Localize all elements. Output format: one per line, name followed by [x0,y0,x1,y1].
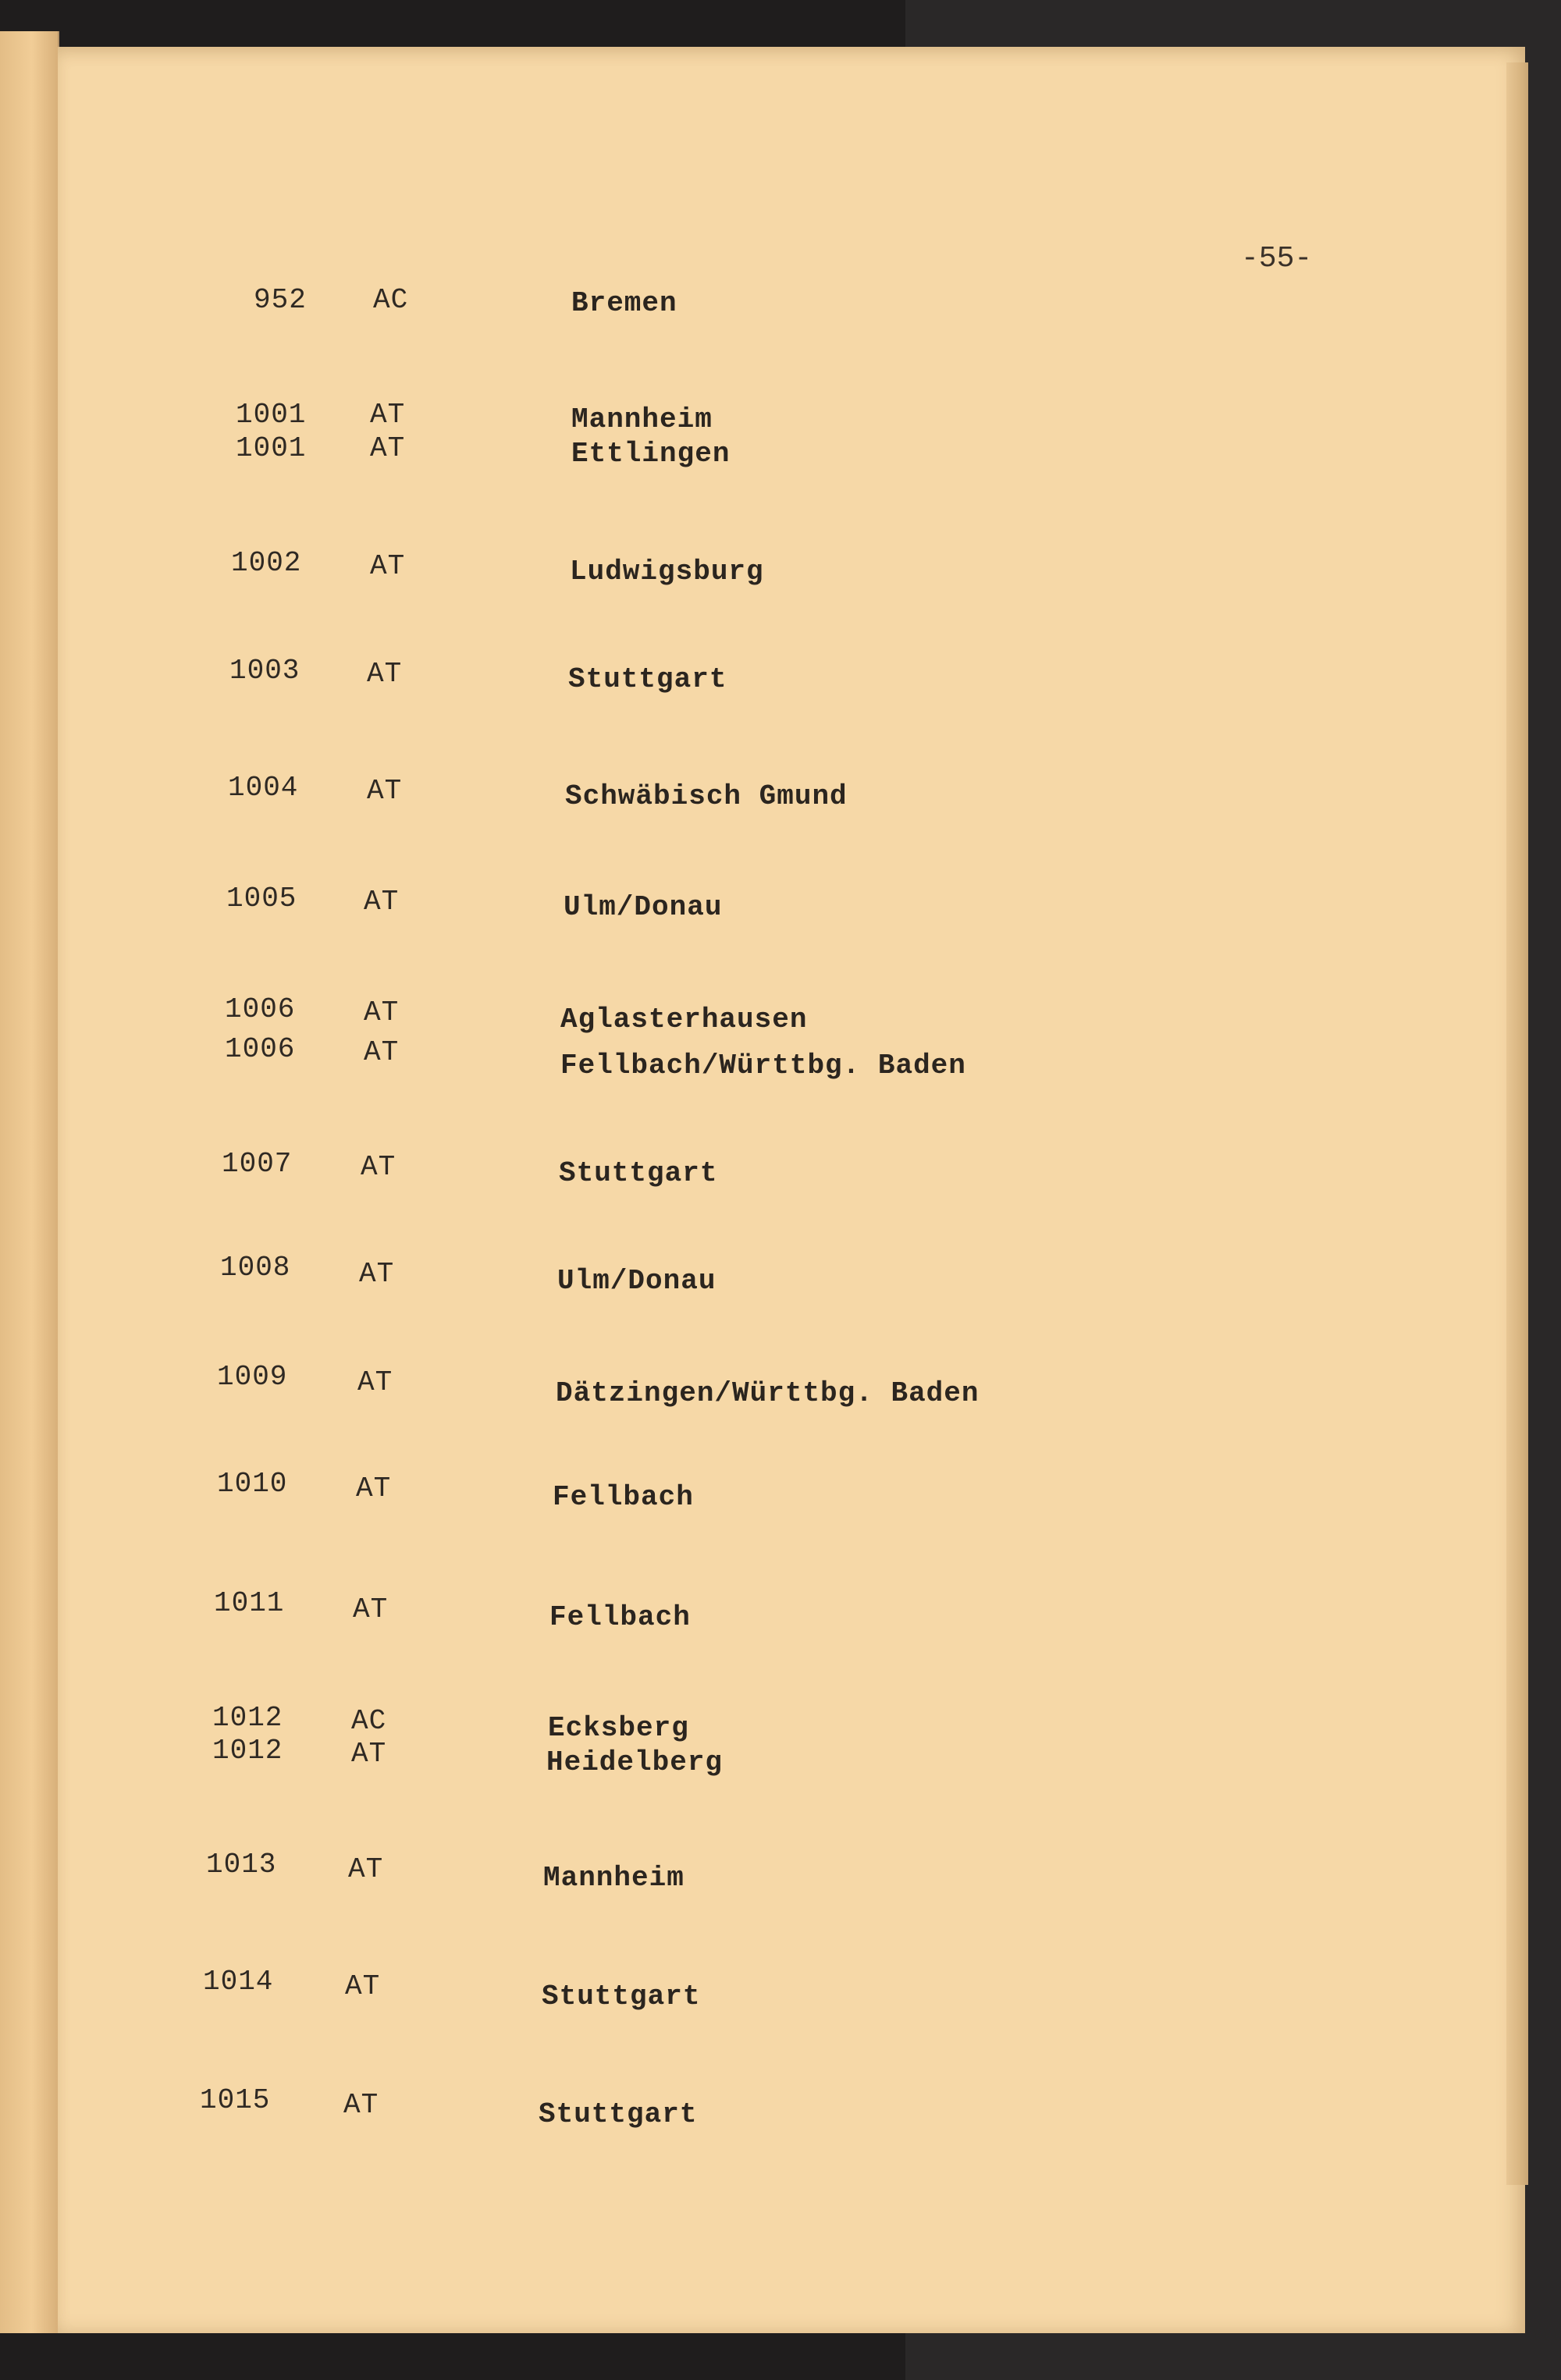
entry-code: AT [370,432,406,464]
entry-number: 1014 [203,1966,274,1998]
entry-code: AT [351,1738,387,1770]
entry-code: AT [348,1853,384,1885]
entry-number: 1011 [214,1587,285,1619]
entry-place: Aglasterhausen [560,1004,808,1035]
entry-code: AC [373,284,409,316]
entry-place: Fellbach [553,1481,694,1513]
entry-number: 1001 [236,399,307,431]
entry-number: 1002 [231,547,302,579]
entry-number: 952 [254,284,307,316]
entry-place: Stuttgart [559,1157,718,1189]
page-number: -55- [1241,242,1313,275]
entry-code: AT [367,775,403,807]
entry-number: 1006 [225,993,296,1025]
entry-code: AT [353,1593,389,1625]
entry-code: AT [364,1036,400,1068]
entry-number: 1003 [229,655,300,687]
entry-number: 1006 [225,1033,296,1065]
entry-place: Dätzingen/Württbg. Baden [556,1377,980,1409]
entry-number: 1015 [200,2084,271,2116]
entry-number: 1001 [236,432,307,464]
entry-place: Ettlingen [571,438,731,470]
entry-place: Mannheim [571,403,713,435]
entry-number: 1004 [228,772,299,804]
entry-place: Schwäbisch Gmund [565,780,848,812]
entry-place: Ecksberg [548,1712,689,1744]
entry-number: 1012 [212,1702,283,1734]
entry-number: 1009 [217,1361,288,1393]
entry-code: AT [357,1366,393,1398]
entry-place: Fellbach [549,1601,691,1633]
previous-page-edge [0,31,59,2333]
entry-number: 1007 [222,1148,293,1180]
entry-place: Ulm/Donau [564,891,723,923]
entry-code: AT [361,1151,396,1183]
entry-place: Ulm/Donau [557,1265,716,1297]
page-stack-edge [1506,62,1528,2185]
entry-place: Fellbach/Württbg. Baden [560,1050,966,1082]
entry-place: Stuttgart [568,663,727,695]
entry-code: AT [370,550,406,582]
entry-place: Stuttgart [542,1980,701,2012]
entry-place: Stuttgart [539,2098,698,2130]
entry-code: AT [359,1258,395,1290]
entry-code: AT [356,1472,392,1504]
entry-code: AT [364,886,400,918]
entry-code: AT [367,658,403,690]
entry-code: AT [345,1970,381,2002]
entry-place: Heidelberg [546,1746,724,1778]
entry-place: Bremen [571,287,677,319]
entry-number: 1012 [212,1735,283,1767]
entry-code: AT [364,996,400,1028]
entry-number: 1013 [206,1849,277,1881]
entry-number: 1010 [217,1468,288,1500]
entry-code: AT [343,2089,379,2121]
entry-place: Mannheim [543,1862,684,1894]
entry-code: AT [370,399,406,431]
entry-place: Ludwigsburg [570,556,764,588]
document-page [58,47,1525,2333]
entry-code: AC [351,1705,387,1737]
entry-number: 1005 [226,883,297,915]
entry-number: 1008 [220,1252,291,1284]
